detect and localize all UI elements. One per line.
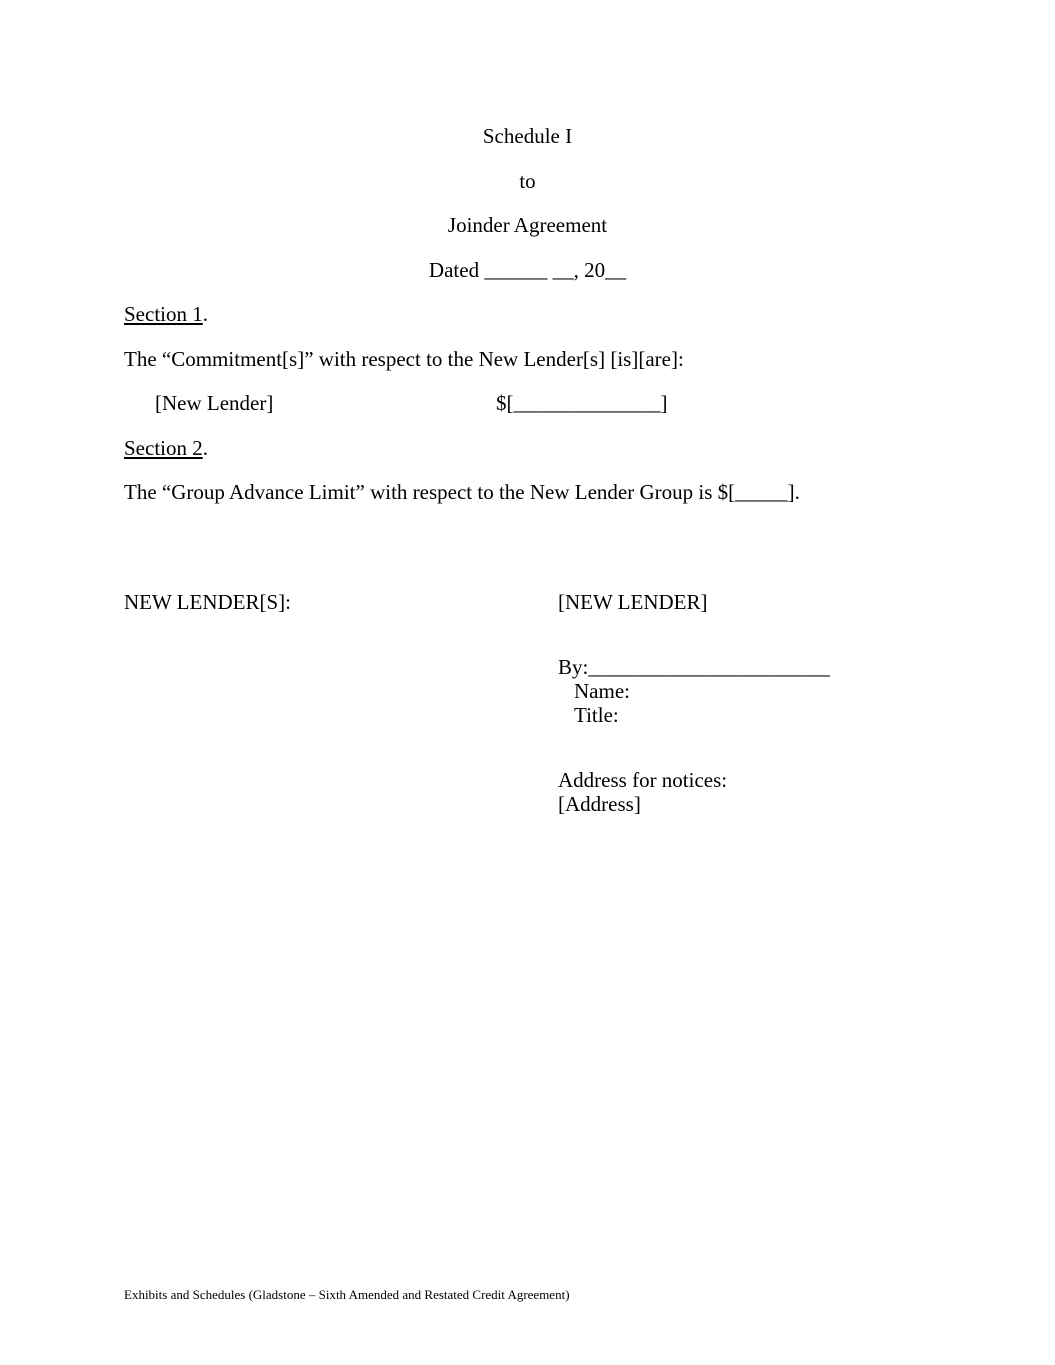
address-label: Address for notices: xyxy=(558,768,728,792)
section-1-heading-text: Section 1 xyxy=(124,302,203,326)
section-1-heading-suffix: . xyxy=(202,302,208,326)
new-lender-entity: [NEW LENDER] xyxy=(558,590,708,614)
page-footer: Exhibits and Schedules (Gladstone – Sixth Amended and Restated Credit Agreement) xyxy=(124,1287,570,1302)
new-lender-name: [New Lender] xyxy=(155,391,274,415)
section-1-heading xyxy=(124,302,208,326)
signature-title: Title: xyxy=(574,703,619,727)
schedule-title: Schedule I xyxy=(482,124,573,148)
agreement-title: Joinder Agreement xyxy=(447,213,608,237)
signature-name: Name: xyxy=(574,679,630,703)
section-2-text: The “Group Advance Limit” with respect to the New Lender Group is $[_____]. xyxy=(124,480,800,504)
address-value: [Address] xyxy=(558,792,641,816)
section-2-heading xyxy=(124,436,208,460)
new-lenders-label: NEW LENDER[S]: xyxy=(124,590,292,614)
dated-line: Dated ______ __, 20__ xyxy=(428,258,627,282)
section-2-heading-suffix: . xyxy=(202,436,208,460)
signature-by-line: By:_______________________ xyxy=(558,655,830,679)
schedule-to: to xyxy=(519,169,536,193)
new-lender-amount: $[______________] xyxy=(496,391,668,415)
section-2-heading-text: Section 2 xyxy=(124,436,203,460)
section-1-text: The “Commitment[s]” with respect to the New Lender[s] [is][are]: xyxy=(124,347,684,371)
